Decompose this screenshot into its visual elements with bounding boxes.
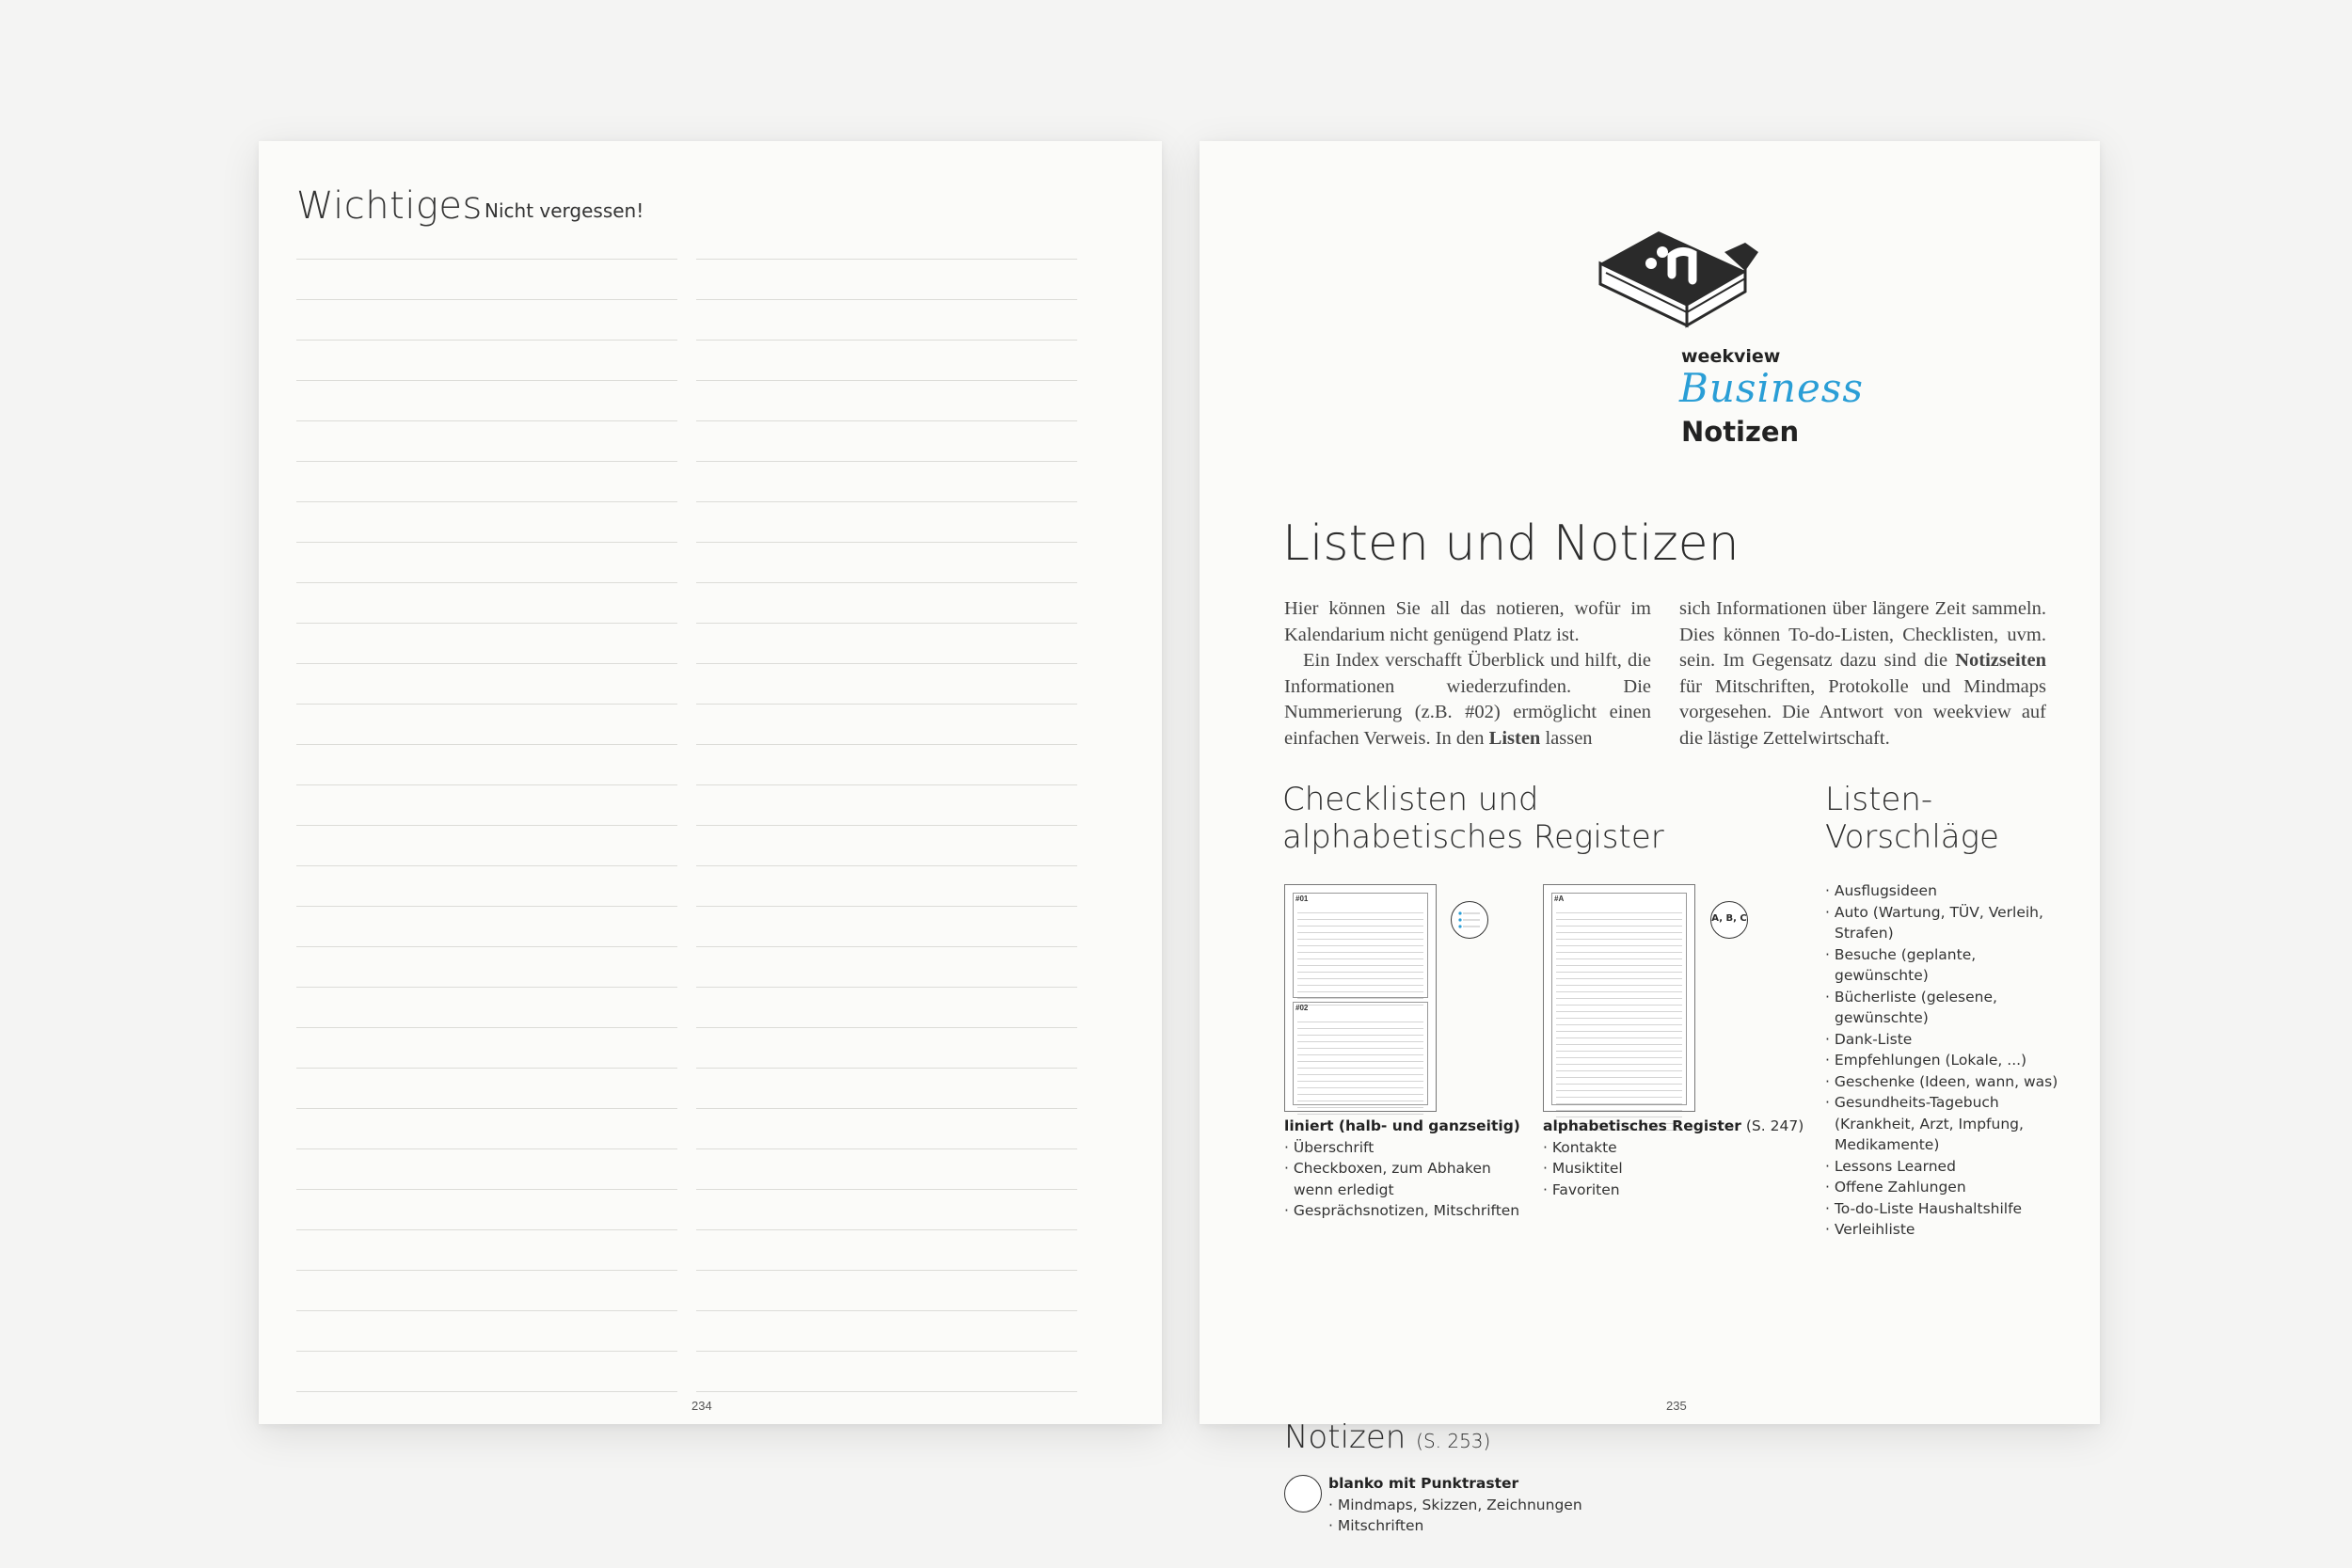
list-item: · Bücherliste (gelesene, gewünschte) [1825,988,1997,1026]
thumbnail-line [1556,946,1682,953]
thumbnail-line [1556,1058,1682,1065]
thumbnail-line [1297,946,1423,953]
thumbnail-line [1556,1065,1682,1071]
page-number: 235 [1666,1399,1687,1413]
thumbnail-line [1297,920,1423,927]
ruled-line [296,340,677,380]
thumbnail-line [1297,953,1423,959]
thumbnail-line [1556,907,1682,913]
ruled-line [696,501,1077,542]
ruled-line [296,744,677,784]
ruled-line [296,784,677,825]
suggestions-heading: Listen- Vorschläge [1825,781,1999,856]
thumbnail-line [1297,913,1423,920]
ruled-line [696,582,1077,623]
thumbnail-line [1556,973,1682,979]
thumbnail-line [1297,1055,1423,1062]
thumbnail-line [1297,1036,1423,1042]
list-item: · Ausflugsideen [1825,882,1937,899]
thumbnail-line [1556,1104,1682,1111]
thumbnail-line [1556,1098,1682,1104]
ruled-line [696,1068,1077,1108]
intro-paragraph-2: Ein Index verschafft Überblick und hilft, die Informationen wiederzufinden. Die Nummerierung (z.B. #02) ermöglicht einen einfachen Verweis. In den Listen lassen [1284,650,1651,749]
intro-column-2 [1679,596,2046,752]
checklists-heading: Checklisten und alphabetisches Register [1282,781,1664,856]
ruled-line [696,420,1077,461]
thumbnail-line [1556,1032,1682,1038]
thumbnail-line [1556,986,1682,992]
page-title: Wichtiges [296,184,483,228]
ruled-line [296,1229,677,1270]
ruled-line [696,784,1077,825]
thumbnail-line [1556,959,1682,966]
thumbnail-line [1556,979,1682,986]
page-number: 234 [691,1399,712,1413]
thumbnail-line [1297,959,1423,966]
list-item: · Besuche (geplante, gewünschte) [1825,945,1977,984]
ruled-line [296,663,677,704]
ruled-lines-left-column [296,259,677,1432]
intro-column-1 [1284,596,1651,752]
thumbnail-line [1556,1091,1682,1098]
ruled-lines-right-column [696,259,1077,1432]
ruled-line [296,987,677,1027]
list-item: · Empfehlungen (Lokale, ...) [1825,1052,2027,1069]
left-page [259,141,1162,1424]
thumbnail-line [1556,1045,1682,1052]
notizen-caption: blanko mit Punktraster · Mindmaps, Skizzen, Zeichnungen · Mitschriften [1328,1475,1582,1534]
ruled-line [696,1351,1077,1391]
ruled-line [696,825,1077,865]
ruled-line [296,501,677,542]
thumbnail-line [1297,973,1423,979]
thumbnail-line [1556,953,1682,959]
ruled-line [296,1270,677,1310]
alphabet-circle-icon: A, B, C [1710,901,1748,939]
thumbnail-line [1297,1042,1423,1049]
liniert-caption: liniert (halb- und ganzseitig) · Überschrift · Checkboxen, zum Abhaken wenn erledigt · Gesprächsnotizen, Mitschriften [1284,1117,1520,1219]
list-item: · Auto (Wartung, TÜV, Verleih, Strafen) [1825,903,2043,942]
ruled-line [296,542,677,582]
thumbnail-line [1556,1085,1682,1091]
ruled-line [296,1068,677,1108]
ruled-line [696,299,1077,340]
thumbnail-line [1297,966,1423,973]
thumbnail-line [1297,927,1423,933]
thumbnail-line [1556,1012,1682,1019]
thumbnail-line [1556,927,1682,933]
ruled-line [696,987,1077,1027]
ruled-line [696,259,1077,299]
ruled-line [696,340,1077,380]
thumbnail-line [1297,1101,1423,1108]
thumbnail-line [1297,933,1423,940]
ruled-line [296,704,677,744]
ruled-line [296,420,677,461]
register-caption: alphabetisches Register (S. 247) · Kontakte · Musiktitel · Favoriten [1543,1117,1804,1198]
thumbnail-line [1556,1025,1682,1032]
ruled-line [696,461,1077,501]
ruled-line [296,1391,677,1432]
ruled-line [696,1310,1077,1351]
intro-paragraph-1: Hier können Sie all das notieren, wofür im Kalendarium nicht genügend Platz ist. [1284,598,1651,645]
thumbnail-line [1556,920,1682,927]
ruled-line [296,299,677,340]
ruled-line [696,380,1077,420]
thumbnail-line [1297,1095,1423,1101]
brand-line-notizen: Notizen [1681,416,1800,448]
thumbnail-line [1297,1082,1423,1088]
thumbnail-line [1556,940,1682,946]
ruled-line [696,663,1077,704]
ruled-line [296,1189,677,1229]
brand-line-weekview: weekview [1681,346,1781,367]
ruled-line [296,623,677,663]
thumbnail-line [1556,913,1682,920]
thumbnail-line [1297,1022,1423,1029]
thumbnail-line [1297,1049,1423,1055]
list-item: · Gesundheits-Tagebuch (Krankheit, Arzt, Impfung, Medikamente) [1825,1094,2024,1153]
list-item: · Lessons Learned [1825,1157,1956,1175]
list-item: · Geschenke (Ideen, wann, was) [1825,1072,2058,1090]
ruled-line [296,1027,677,1068]
register-thumbnail [1543,884,1695,1112]
ruled-line [296,946,677,987]
ruled-line [296,1148,677,1189]
ruled-line [296,380,677,420]
notizen-heading: Notizen (S. 253) [1284,1418,1491,1456]
ruled-line [296,1310,677,1351]
liniert-thumbnail [1284,884,1437,1112]
suggestions-list [1825,880,2070,1241]
ruled-line [696,865,1077,906]
thumbnail-line [1556,1019,1682,1025]
thumbnail-line [1297,1088,1423,1095]
thumbnail-line [1297,1029,1423,1036]
intro-paragraph-3: sich Informationen über längere Zeit sammeln. Dies können To-do-Listen, Checklisten, uvm. sein. Im Gegensatz dazu sind die Notizseiten für Mitschriften, Protokolle und Mindmaps vorgesehen. Die Antwort von weekview auf die lästige Zettelwirtschaft. [1679,598,2046,749]
thumbnail-line [1297,986,1423,992]
ruled-line [696,1108,1077,1148]
ruled-line [296,582,677,623]
thumbnail-line [1297,1016,1423,1022]
thumbnail-line [1297,1062,1423,1069]
thumbnail-line [1556,1038,1682,1045]
list-item: · Offene Zahlungen [1825,1179,1966,1196]
ruled-line [696,1229,1077,1270]
section-title: Listen und Notizen [1282,515,1740,572]
ruled-line [696,1189,1077,1229]
thumbnail-line [1297,992,1423,999]
dot-grid-circle-icon [1284,1475,1322,1513]
thumbnail-line [1556,966,1682,973]
ruled-line [696,1148,1077,1189]
thumbnail-line [1556,999,1682,1006]
thumbnail-line [1556,1052,1682,1058]
thumbnail-line [1297,979,1423,986]
thumbnail-line [1297,1069,1423,1075]
brand-line-business: Business [1679,365,1864,411]
thumbnail-line [1556,1006,1682,1012]
ruled-line [296,461,677,501]
thumbnail-line [1297,1108,1423,1115]
ruled-line [296,1108,677,1148]
ruled-line [696,542,1077,582]
page-subtitle: Nicht vergessen! [485,199,644,222]
ruled-line [696,946,1077,987]
thumbnail-line [1556,1071,1682,1078]
list-item: · Verleihliste [1825,1221,1915,1238]
ruled-line [296,259,677,299]
list-item: · Dank-Liste [1825,1030,1913,1048]
weekview-cube-logo-icon [1595,214,1764,346]
ruled-line [696,704,1077,744]
ruled-line [296,906,677,946]
thumbnail-line [1297,940,1423,946]
checkbox-circle-icon [1451,901,1488,939]
ruled-line [296,1351,677,1391]
thumbnail-line [1556,1078,1682,1085]
thumbnail-line [1556,992,1682,999]
ruled-line [696,1391,1077,1432]
list-item: · To-do-Liste Haushaltshilfe [1825,1199,2023,1217]
ruled-line [296,865,677,906]
right-page [1200,141,2100,1534]
ruled-line [296,825,677,865]
thumbnail-line [1297,1075,1423,1082]
ruled-line [696,744,1077,784]
thumbnail-half-bottom: #02 [1293,1002,1428,1105]
thumbnail-line [1556,933,1682,940]
ruled-line [696,1270,1077,1310]
thumbnail-line [1297,907,1423,913]
ruled-line [696,906,1077,946]
ruled-line [696,1027,1077,1068]
ruled-line [696,623,1077,663]
thumbnail-half-top: #01 [1293,893,1428,998]
thumbnail-full-page: #A [1551,893,1687,1105]
